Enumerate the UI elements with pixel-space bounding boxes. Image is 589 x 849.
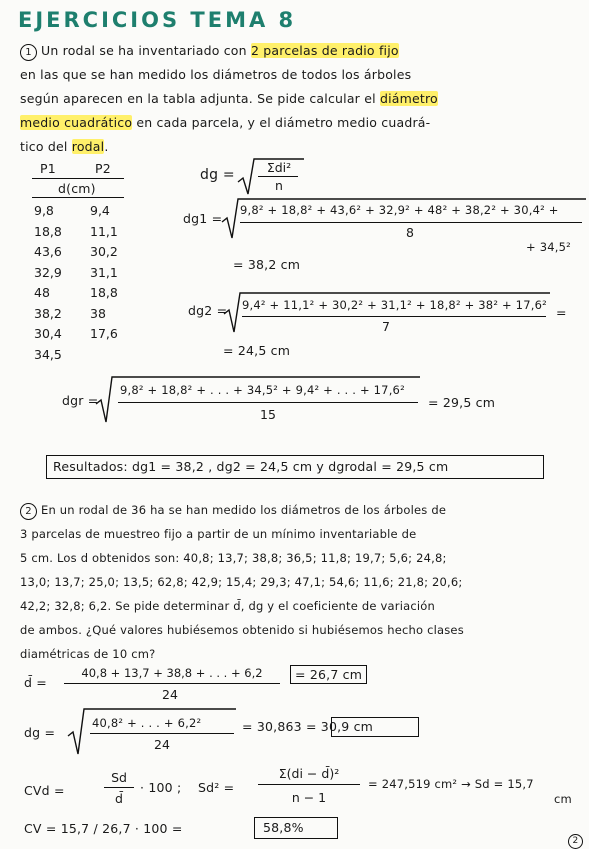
ex2-line-4: 13,0; 13,7; 25,0; 13,5; 62,8; 42,9; 15,4; 29,3; 47,1; 54,6; 11,6; 21,8; 20,6; (20, 575, 463, 589)
sd-unit: cm (554, 792, 572, 806)
mean-denominator: 24 (162, 687, 178, 702)
ex1-line-4: medio cuadrático en cada parcela, y el diámetro medio cuadrá- (20, 115, 431, 130)
cv-result-box (254, 817, 338, 839)
dg2-lhs: dg2 = (188, 303, 228, 318)
dg2-denominator: 7 (382, 319, 390, 334)
cv-multiplier: · 100 ; (140, 780, 182, 795)
fraction-bar (240, 222, 582, 223)
ex1-line-3: según aparecen en la tabla adjunta. Se pide calcular el diámetro (20, 91, 438, 106)
ex2-line-7: diamétricas de 10 cm? (20, 647, 156, 661)
cv-final-expression: CV = 15,7 / 26,7 · 100 = (24, 821, 183, 836)
sd-lhs: Sd² = (198, 780, 235, 795)
mean-numerator: 40,8 + 13,7 + 38,8 + . . . + 6,2 (81, 666, 263, 680)
table-cell: 17,6 (90, 326, 118, 341)
dg1-lhs: dg1 = (183, 211, 223, 226)
fraction-bar (118, 402, 418, 403)
dg-formula-numerator: Σdi² (266, 160, 292, 175)
ex2-line-1: 2 En un rodal de 36 ha se han medido los diámetros de los árboles de (20, 503, 446, 520)
ex2-line-3: 5 cm. Los d obtenidos son: 40,8; 13,7; 38,8; 36,5; 11,8; 19,7; 5,6; 24,8; (20, 551, 447, 565)
ex2-line-2: 3 parcelas de muestreo fijo a partir de un mínimo inventariable de (20, 527, 417, 541)
dg-formula-denominator: n (275, 178, 283, 193)
table-cell: 34,5 (34, 346, 62, 362)
mean-lhs: d̄ = (24, 675, 47, 690)
dg2-numerator: 9,4² + 11,1² + 30,2² + 31,1² + 18,8² + 38² + 17,6² (242, 298, 547, 312)
table-cell: 31,1 (90, 264, 118, 280)
table-cell: 11,1 (90, 223, 118, 239)
table-cell: 30,4 (34, 326, 62, 341)
cv-denominator: d̄ (115, 791, 123, 806)
table-cell: 18,8 (90, 285, 118, 300)
dg-result: = 30,863 = 30,9 cm (242, 719, 374, 734)
dg2-equals: = (556, 305, 567, 320)
table-cell: 38 (90, 305, 106, 321)
table-cell: 43,6 (34, 244, 62, 259)
cv-numerator: Sd (111, 770, 127, 785)
dgr-denominator: 15 (260, 407, 276, 422)
table-cell: 48 (34, 285, 50, 300)
fraction-bar (104, 787, 134, 788)
table-unit: d(cm) (58, 181, 96, 196)
exercise-number: 2 (20, 503, 37, 520)
table-header-p1: P1 (40, 161, 56, 176)
table-rule (32, 197, 124, 198)
sd-numerator: Σ(di − d̄)² (278, 766, 340, 781)
dgr-result: = 29,5 cm (428, 395, 496, 410)
fraction-bar (90, 733, 234, 734)
sd-denominator: n − 1 (291, 790, 327, 805)
results-box (46, 455, 544, 479)
results-text: Resultados: dg1 = 38,2 , dg2 = 24,5 cm y dgrodal = 29,5 cm (53, 459, 449, 474)
table-cell: 38,2 (34, 305, 62, 321)
dg-numerator: 40,8² + . . . + 6,2² (92, 716, 202, 730)
mean-result-box: = 26,7 cm (290, 665, 367, 684)
sd-result: = 247,519 cm² → Sd = 15,7 (368, 777, 534, 791)
table-cell: 30,2 (90, 244, 118, 259)
dg1-extra-term: + 34,5² (526, 240, 571, 254)
dg-denominator: 24 (154, 737, 170, 752)
table-column-p1 (34, 201, 62, 365)
ex2-line-5: 42,2; 32,8; 6,2. Se pide determinar d̄, dg y el coeficiente de variación (20, 599, 435, 613)
page-number: 2 (568, 832, 587, 849)
ex2-line-6: de ambos. ¿Qué valores hubiésemos obtenido si hubiésemos hecho clases (20, 623, 464, 637)
dg2-result: = 24,5 cm (223, 343, 291, 358)
cv-lhs: CVd = (24, 783, 65, 798)
table-cell: 18,8 (34, 223, 62, 239)
fraction-bar (242, 316, 546, 317)
ex1-line-2: en las que se han medido los diámetros de todos los árboles (20, 67, 412, 82)
exercise-number: 1 (20, 44, 37, 61)
table-rule (32, 178, 124, 179)
dg1-result: = 38,2 cm (233, 257, 301, 272)
table-cell: 9,8 (34, 203, 54, 218)
page-title: EJERCICIOS TEMA 8 (18, 8, 297, 32)
fraction-bar (258, 784, 360, 785)
dgr-lhs: dgr = (62, 393, 99, 408)
ex1-line-5: tico del rodal. (20, 139, 109, 154)
dgr-numerator: 9,8² + 18,8² + . . . + 34,5² + 9,4² + . . . + 17,6² (120, 383, 405, 397)
table-cell: 9,4 (90, 203, 110, 218)
table-header-p2: P2 (95, 161, 111, 176)
dg1-denominator: 8 (406, 225, 414, 240)
dg-lhs: dg = (24, 725, 56, 740)
dg-formula-lhs: dg = (200, 167, 235, 183)
table-column-p2 (90, 201, 118, 345)
table-cell: 32,9 (34, 264, 62, 280)
ex1-line-1: 1 Un rodal se ha inventariado con 2 parcelas de radio fijo (20, 44, 399, 61)
mean-result (290, 668, 367, 682)
fraction-bar (64, 683, 280, 684)
dg1-numerator: 9,8² + 18,8² + 43,6² + 32,9² + 48² + 38,2² + 30,4² + (240, 203, 559, 217)
dg-result-box (331, 717, 419, 737)
cv-result: 58,8% (263, 820, 304, 835)
